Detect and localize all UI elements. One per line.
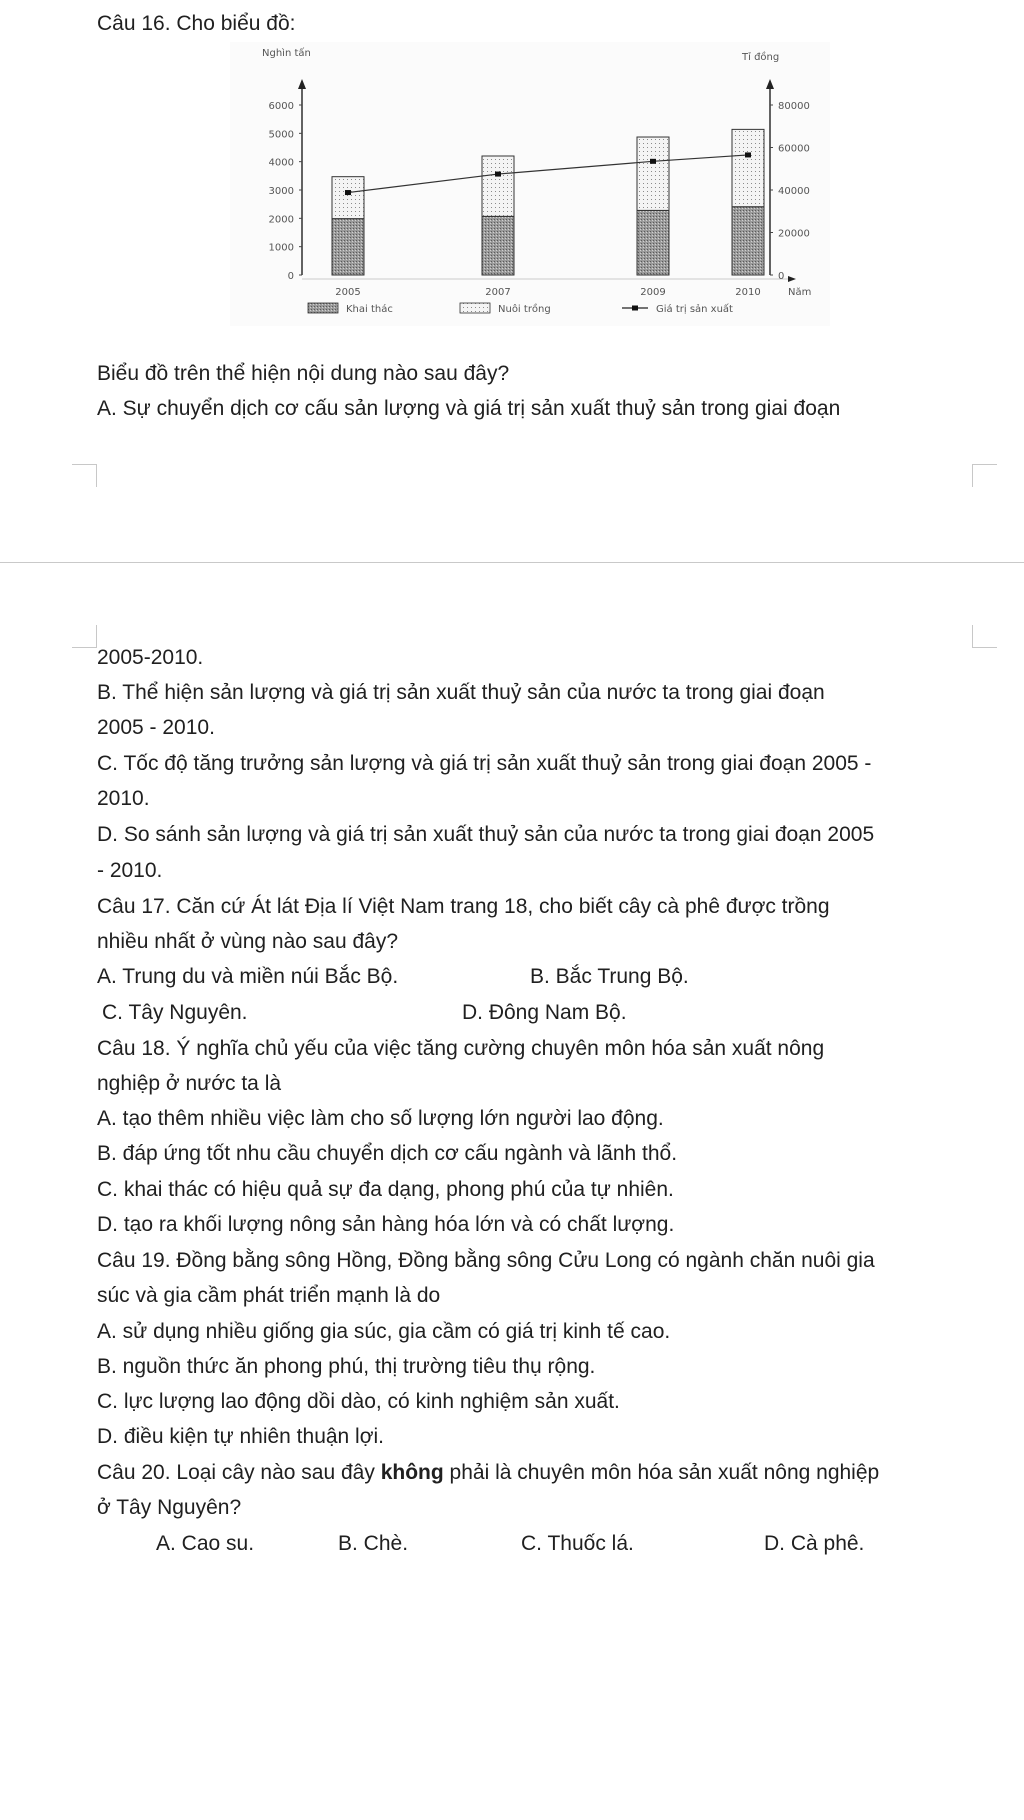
q16-option-b-line2: 2005 - 2010.	[97, 716, 215, 739]
bar-nuoi-trong	[637, 137, 669, 210]
right-tick-label: 40000	[778, 186, 810, 197]
x-tick-label: 2007	[485, 287, 511, 298]
q17-option-a: A. Trung du và miền núi Bắc Bộ.	[97, 965, 399, 988]
q20-line2: ở Tây Nguyên?	[97, 1496, 242, 1519]
page-corner-mark	[72, 464, 97, 487]
x-tick-label: 2009	[640, 287, 666, 298]
q17-line1: Câu 17. Căn cứ Át lát Địa lí Việt Nam trang 18, cho biết cây cà phê được trồng	[97, 895, 830, 918]
q19-option-c: C. lực lượng lao động dồi dào, có kinh nghiệm sản xuất.	[97, 1390, 620, 1413]
bar-khai-thac	[637, 210, 669, 275]
q16-option-a-part1: A. Sự chuyển dịch cơ cấu sản lượng và giá trị sản xuất thuỷ sản trong giai đoạn	[97, 397, 841, 420]
left-tick-label: 6000	[268, 101, 294, 112]
page-corner-mark	[972, 625, 997, 648]
page-corner-mark	[972, 464, 997, 487]
q18-option-d: D. tạo ra khối lượng nông sản hàng hóa lớn và có chất lượng.	[97, 1213, 675, 1236]
q16-option-d-line2: - 2010.	[97, 859, 163, 882]
left-tick-label: 3000	[268, 186, 294, 197]
q17-option-b: B. Bắc Trung Bộ.	[530, 965, 689, 988]
left-tick-label: 1000	[268, 242, 294, 254]
left-tick-label: 4000	[268, 157, 294, 169]
q18-option-c: C. khai thác có hiệu quả sự đa dạng, phong phú của tự nhiên.	[97, 1178, 674, 1201]
bar-nuoi-trong	[482, 156, 514, 216]
right-tick-label: 60000	[778, 143, 810, 155]
legend-label-gia-tri: Giá trị sản xuất	[656, 304, 733, 315]
legend-label-khai-thac: Khai thác	[346, 304, 393, 315]
q19-line1: Câu 19. Đồng bằng sông Hồng, Đồng bằng sông Cửu Long có ngành chăn nuôi gia	[97, 1249, 875, 1272]
q20-option-b: B. Chè.	[338, 1532, 409, 1555]
q20-option-d: D. Cà phê.	[764, 1532, 865, 1555]
q20-line1	[97, 1459, 879, 1487]
q17-line2: nhiều nhất ở vùng nào sau đây?	[97, 930, 399, 953]
bar-khai-thac	[732, 207, 764, 275]
legend-swatch-point	[632, 306, 638, 311]
right-axis-label: Tỉ đồng	[742, 52, 780, 63]
left-tick-label: 5000	[268, 129, 294, 141]
q20-line1-post: phải là chuyên môn hóa sản xuất nông nghiệp	[443, 1461, 880, 1484]
bar-nuoi-trong	[732, 129, 764, 206]
x-tick-label: 2010	[735, 287, 761, 298]
left-tick-label: 2000	[268, 214, 294, 226]
left-axis-label: Nghìn tấn	[262, 48, 311, 59]
q16-option-d-line1: D. So sánh sản lượng và giá trị sản xuất thuỷ sản của nước ta trong giai đoạn 2005	[97, 823, 875, 846]
q16-option-c-line1: C. Tốc độ tăng trưởng sản lượng và giá trị sản xuất thuỷ sản trong giai đoạn 2005 -	[97, 752, 872, 775]
right-tick-label: 80000	[778, 101, 810, 112]
chart-svg	[230, 42, 830, 326]
q17-option-d: D. Đông Nam Bộ.	[462, 1001, 627, 1024]
chart-figure	[230, 42, 830, 326]
bar-khai-thac	[482, 216, 514, 275]
legend-label-nuoi-trong: Nuôi trồng	[498, 304, 551, 315]
bar-khai-thac	[332, 219, 364, 275]
q20-option-c: C. Thuốc lá.	[521, 1532, 634, 1555]
q20-line1-pre: Câu 20. Loại cây nào sau đây	[97, 1461, 381, 1484]
q18-line2: nghiệp ở nước ta là	[97, 1072, 282, 1095]
q19-line2: súc và gia cầm phát triển mạnh là do	[97, 1284, 441, 1307]
legend-swatch-nuoi-trong	[460, 303, 490, 313]
line-point	[650, 159, 656, 164]
q19-option-a: A. sử dụng nhiều giống gia súc, gia cầm có giá trị kinh tế cao.	[97, 1320, 671, 1343]
left-tick-label: 0	[287, 271, 294, 282]
q19-option-d: D. điều kiện tự nhiên thuận lợi.	[97, 1425, 384, 1448]
q18-option-b: B. đáp ứng tốt nhu cầu chuyển dịch cơ cấu ngành và lãnh thổ.	[97, 1142, 678, 1165]
right-tick-label: 20000	[778, 228, 810, 240]
q16-option-b-line1: B. Thể hiện sản lượng và giá trị sản xuất thuỷ sản của nước ta trong giai đoạn	[97, 681, 825, 704]
q20-line1-emphasis: không	[380, 1461, 444, 1484]
q18-line1: Câu 18. Ý nghĩa chủ yếu của việc tăng cường chuyên môn hóa sản xuất nông	[97, 1037, 825, 1060]
legend-swatch-khai-thac	[308, 303, 338, 313]
q16-title: Câu 16. Cho biểu đồ:	[97, 12, 296, 35]
bar-nuoi-trong	[332, 177, 364, 219]
q18-option-a: A. tạo thêm nhiều việc làm cho số lượng lớn người lao động.	[97, 1107, 664, 1130]
q20-option-a: A. Cao su.	[156, 1532, 255, 1555]
q16-question: Biểu đồ trên thể hiện nội dung nào sau đây?	[97, 362, 510, 385]
q16-option-a-part2: 2005-2010.	[97, 646, 204, 669]
line-point	[345, 190, 351, 195]
q17-option-c: C. Tây Nguyên.	[102, 1001, 248, 1024]
right-tick-label: 0	[778, 271, 785, 282]
line-point	[745, 152, 751, 157]
q19-option-b: B. nguồn thức ăn phong phú, thị trường tiêu thụ rộng.	[97, 1355, 596, 1378]
x-tick-label: 2005	[335, 287, 361, 298]
x-axis-label: Năm	[788, 287, 812, 298]
q16-option-c-line2: 2010.	[97, 787, 150, 810]
page-corner-mark	[72, 625, 97, 648]
line-point	[495, 172, 501, 177]
